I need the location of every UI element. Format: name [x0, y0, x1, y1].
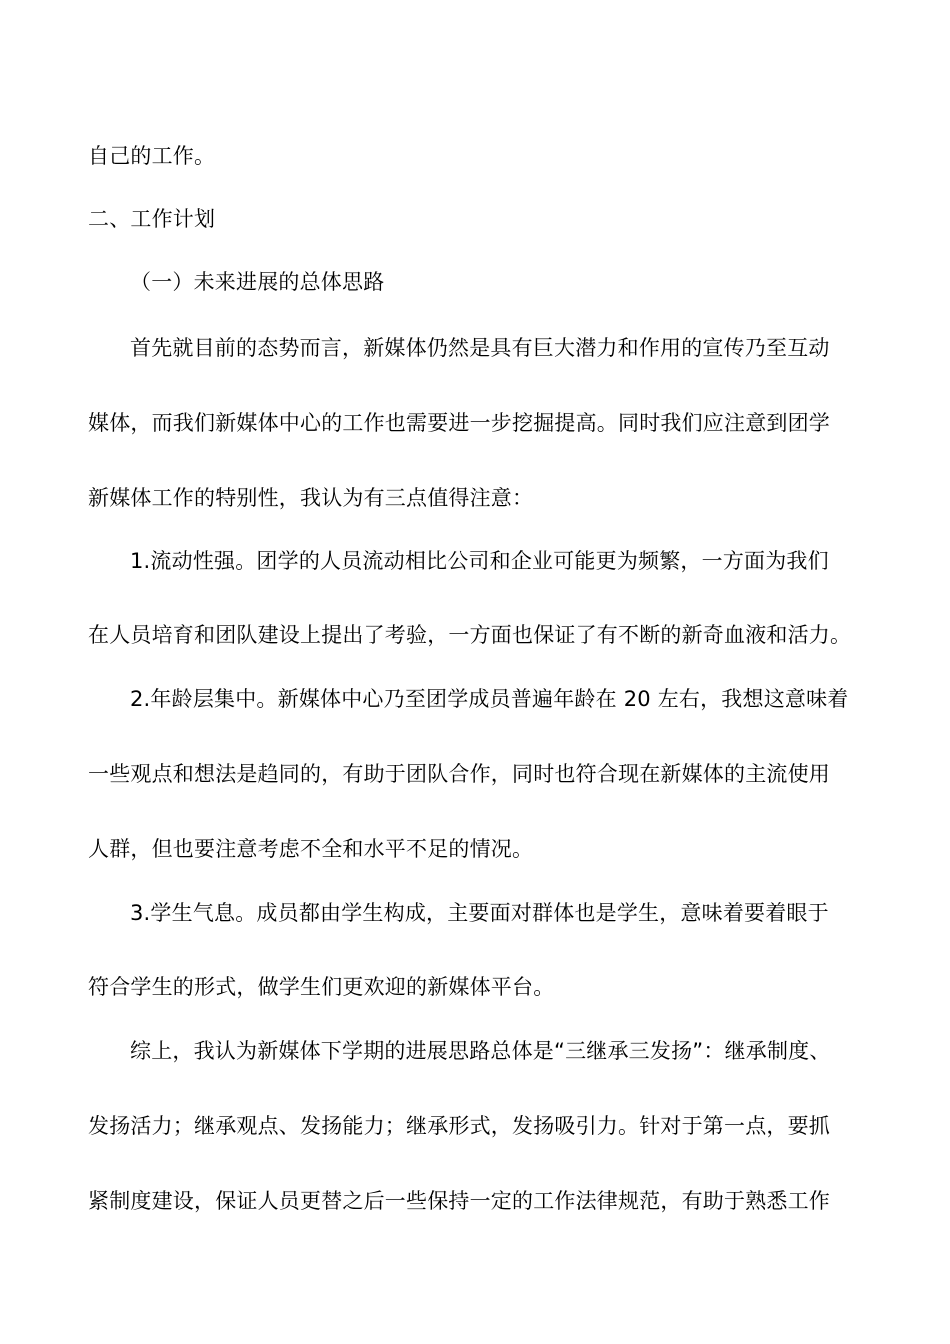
paragraph-line: 发扬活力；继承观点、发扬能力；继承形式，发扬吸引力。针对于第一点，要抓	[88, 1114, 830, 1138]
list-item-line: 2.年龄层集中。新媒体中心乃至团学成员普遍年龄在 20 左右，我想这意味着	[130, 687, 849, 711]
list-item-line: 1.流动性强。团学的人员流动相比公司和企业可能更为频繁，一方面为我们	[130, 549, 829, 573]
paragraph-line: 新媒体工作的特别性，我认为有三点值得注意：	[88, 486, 534, 510]
paragraph-line: 媒体，而我们新媒体中心的工作也需要进一步挖掘提高。同时我们应注意到团学	[88, 411, 830, 435]
list-item-line: 符合学生的形式，做学生们更欢迎的新媒体平台。	[88, 975, 555, 999]
list-item-line: 3.学生气息。成员都由学生构成，主要面对群体也是学生，意味着要着眼于	[130, 901, 829, 925]
paragraph-line: 自己的工作。	[88, 144, 216, 168]
paragraph-line: 首先就目前的态势而言，新媒体仍然是具有巨大潜力和作用的宣传乃至互动	[130, 336, 830, 360]
paragraph-line: 综上，我认为新媒体下学期的进展思路总体是“三继承三发扬”：继承制度、	[130, 1039, 831, 1063]
section-heading: 二、工作计划	[88, 207, 216, 231]
list-item-line: 一些观点和想法是趋同的，有助于团队合作，同时也符合现在新媒体的主流使用	[88, 762, 830, 786]
paragraph-line: 紧制度建设，保证人员更替之后一些保持一定的工作法律规范，有助于熟悉工作	[88, 1189, 830, 1213]
subsection-heading: （一）未来进展的总体思路	[130, 270, 385, 294]
list-item-line: 人群，但也要注意考虑不全和水平不足的情况。	[88, 837, 534, 861]
list-item-line: 在人员培育和团队建设上提出了考验，一方面也保证了有不断的新奇血液和活力。	[88, 623, 852, 647]
